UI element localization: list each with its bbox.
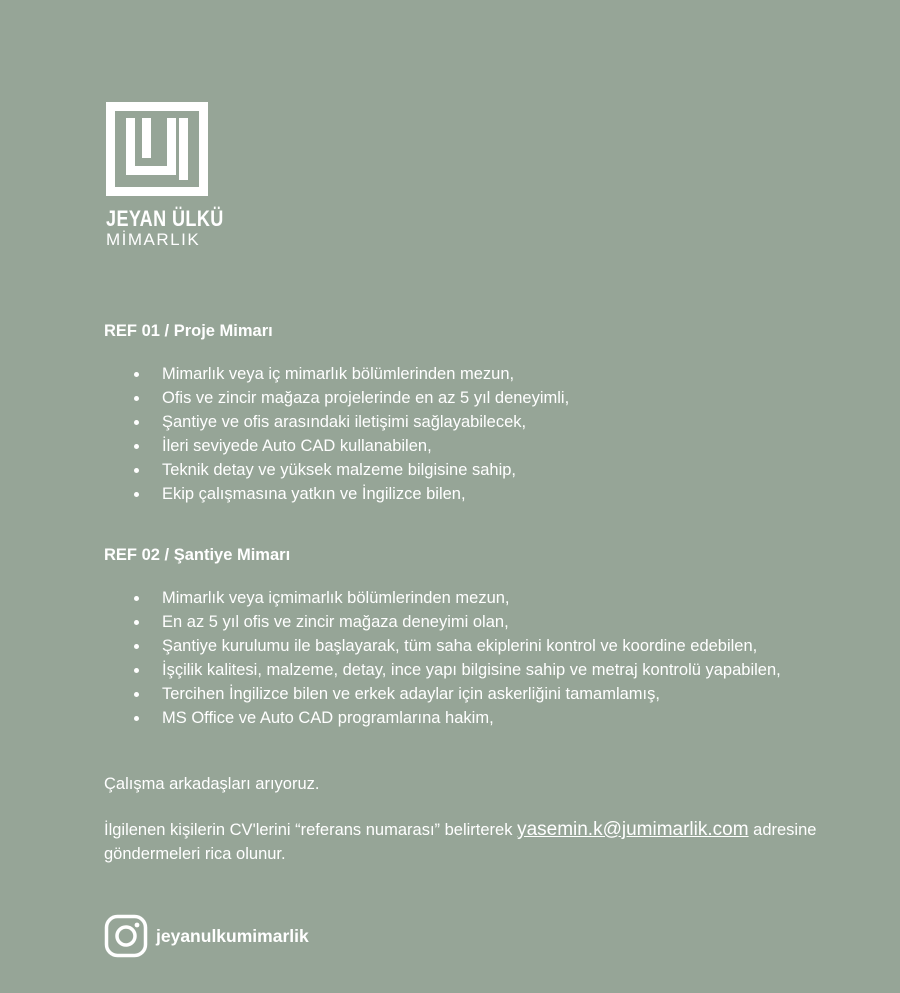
list-item: İleri seviyede Auto CAD kullanabilen, (162, 434, 864, 458)
list-item: Ofis ve zincir mağaza projelerinde en az 5 yıl deneyimli, (162, 386, 864, 410)
instagram-icon (104, 914, 148, 958)
ref2-title: REF 02 / Şantiye Mimarı (104, 546, 291, 564)
list-item: Teknik detay ve yüksek malzeme bilgisine sahip, (162, 458, 864, 482)
email-link[interactable]: yasemin.k@jumimarlik.com (517, 819, 749, 840)
logo-subtitle: MİMARLIK (106, 230, 201, 249)
list-item: Ekip çalışmasına yatkın ve İngilizce bilen, (162, 482, 864, 506)
list-item: Tercihen İngilizce bilen ve erkek adaylar için askerliğini tamamlamış, (162, 682, 864, 706)
logo-name: JEYAN ÜLKÜ (106, 206, 224, 231)
company-logo (106, 102, 224, 249)
ref1-requirements (104, 362, 864, 506)
ref1-title: REF 01 / Proje Mimarı (104, 322, 273, 340)
instructions-text-end: adresine göndermeleri rica olunur. (104, 821, 817, 863)
instagram-link[interactable] (104, 914, 309, 958)
list-item: En az 5 yıl ofis ve zincir mağaza deneyimi olan, (162, 610, 864, 634)
list-item: Mimarlık veya iç mimarlık bölümlerinden mezun, (162, 362, 864, 386)
closing-line: Çalışma arkadaşları arıyoruz. (104, 775, 320, 793)
list-item: İşçilik kalitesi, malzeme, detay, ince yapı bilgisine sahip ve metraj kontrolü yapabilen, (162, 658, 864, 682)
instagram-handle: jeyanulkumimarlik (156, 925, 309, 946)
job-posting (104, 320, 864, 866)
list-item: Şantiye kurulumu ile başlayarak, tüm saha ekiplerini kontrol ve koordine edebilen, (162, 634, 864, 658)
list-item: Mimarlık veya içmimarlık bölümlerinden mezun, (162, 586, 864, 610)
application-instructions (104, 818, 864, 866)
ref2-requirements (104, 586, 864, 730)
list-item: MS Office ve Auto CAD programlarına hakim, (162, 706, 864, 730)
logo-mark-icon (106, 102, 208, 196)
instructions-text: İlgilenen kişilerin CV'lerini “referans numarası” belirterek (104, 821, 518, 839)
list-item: Şantiye ve ofis arasındaki iletişimi sağlayabilecek, (162, 410, 864, 434)
